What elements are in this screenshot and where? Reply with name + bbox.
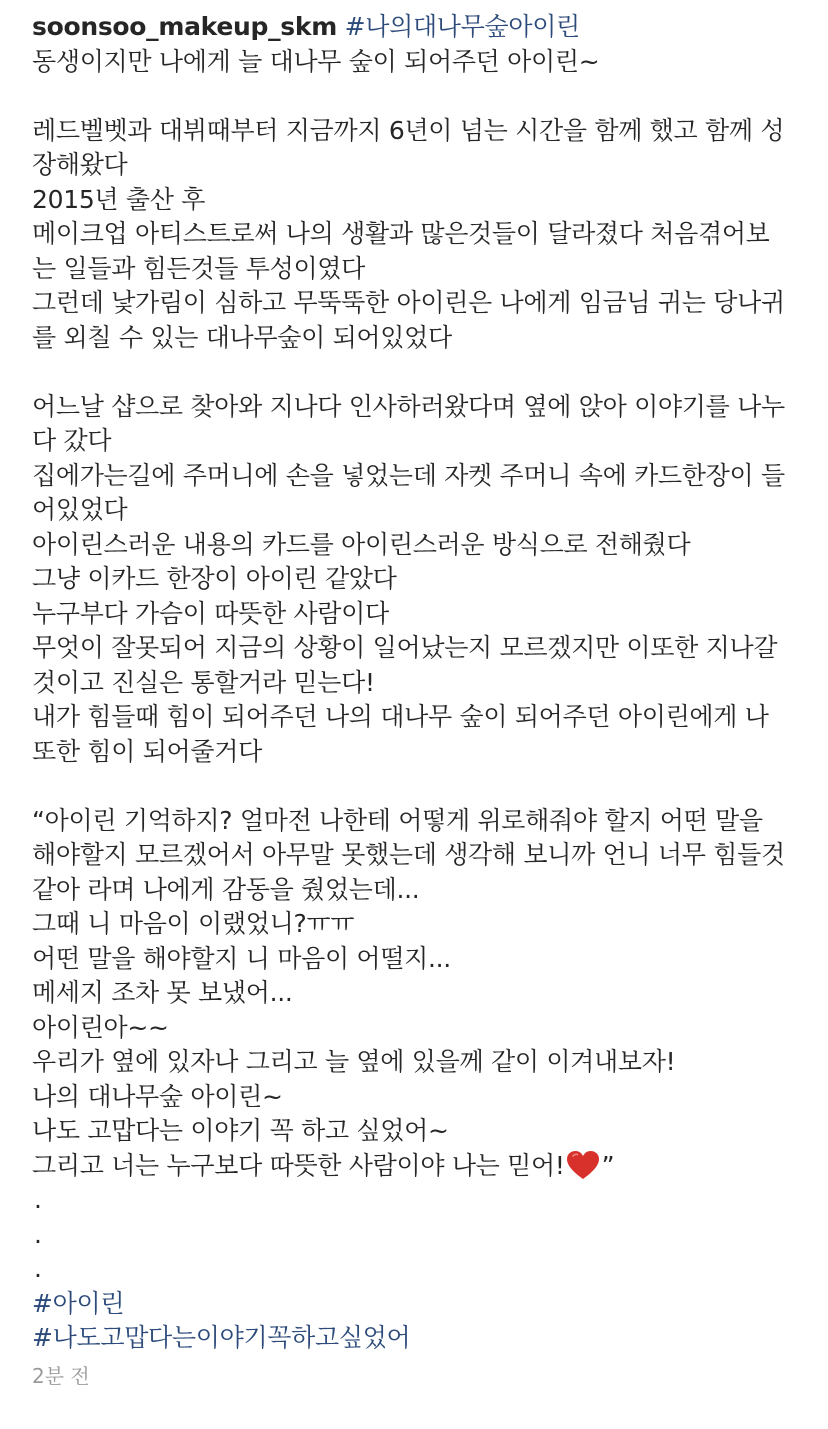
caption-line: 집에가는길에 주머니에 손을 넣었는데 자켓 주머니 속에 카드한장이 들 [32,460,785,490]
header-hashtag-link[interactable]: #나의대나무숲아이린 [344,12,580,41]
caption-paragraph-1 [32,45,802,80]
caption-line: “아이린 기억하지? 얼마전 나한테 어떻게 위로해줘야 할지 어떤 말을 [32,805,763,835]
caption-line: 누구부다 가슴이 따뜻한 사람이다 [32,598,389,628]
caption-line: 우리가 옆에 있자나 그리고 늘 옆에 있을께 같이 이겨내보자! [32,1047,676,1076]
caption-paragraph-3 [32,390,802,770]
hashtag-line [32,1321,802,1356]
caption-line: 아이린아~~ [32,1012,169,1042]
caption-line: 해야할지 모르겠어서 아무말 못했는데 생각해 보니까 언니 너무 힘들것 [32,840,785,869]
caption-line: 어느날 샵으로 찾아와 지나다 인사하러왔다며 옆에 앉아 이야기를 나누 [32,391,785,421]
caption-line: 또한 힘이 되어줄거다 [32,736,262,766]
dot-separator: . [34,1254,42,1283]
caption-line: 메세지 조차 못 보냈어... [32,978,293,1007]
caption-line: 어떤 말을 해야할지 니 마음이 어떨지... [32,943,451,973]
paragraph-gap [32,355,802,390]
caption-last-quote-text: 그리고 너는 누구보다 따뜻한 사람이야 나는 믿어! [32,1150,565,1180]
caption-line: 를 외칠 수 있는 대나무숲이 되어있었다 [32,322,452,352]
caption-line: 무엇이 잘못되어 지금의 상황이 일어났는지 모르겠지만 이또한 지나갈 [32,633,778,662]
caption-line: 그때 니 마음이 이랬었니?ㅠㅠ [32,909,355,938]
hashtag-link[interactable]: #아이린 [32,1288,125,1318]
caption-line: 그런데 낯가림이 심하고 무뚝뚝한 아이린은 나에게 임금님 귀는 당나귀 [32,288,785,317]
closing-quote-mark: ” [601,1150,615,1180]
caption-line: 나도 고맙다는 이야기 꼭 하고 싶었어~ [32,1116,449,1145]
post-caption [32,10,802,1356]
caption-line: 것이고 진실은 통할거라 믿는다! [32,667,375,697]
caption-line: 다 갔다 [32,426,112,455]
dot-separator: . [34,1219,42,1249]
hashtag-line [32,1287,802,1322]
caption-line: 레드벨벳과 대뷔때부터 지금까지 6년이 넘는 시간을 함께 했고 함께 성 [32,115,785,145]
caption-line: 2015년 출산 후 [32,184,206,214]
post-timestamp: 2분 전 [32,1364,90,1388]
hashtag-link[interactable]: #나도고맙다는이야기꼭하고싶었어 [32,1323,411,1352]
caption-paragraph-4 [32,804,802,1149]
dot-separator: . [34,1185,42,1214]
caption-line: 같아 라며 나에게 감동을 줬었는데... [32,874,420,904]
paragraph-gap [32,769,802,804]
caption-line: 메이크업 아티스트로써 나의 생활과 많은것들이 달라졌다 처음겪어보 [32,219,770,248]
username-link[interactable]: soonsoo_makeup_skm [32,12,337,41]
caption-line: 장해왔다 [32,150,128,179]
red-heart-icon [566,1150,600,1180]
caption-line: 내가 힘들때 힘이 되어주던 나의 대나무 숲이 되어주던 아이린에게 나 [32,702,769,731]
caption-paragraph-2 [32,114,802,356]
caption-line: 는 일들과 힘든것들 투성이였다 [32,253,365,283]
paragraph-gap [32,79,802,114]
caption-line: 동생이지만 나에게 늘 대나무 숲이 되어주던 아이린~ [32,46,600,76]
caption-header-line [32,10,802,45]
caption-line: 그냥 이카드 한장이 아이린 같았다 [32,564,397,593]
caption-last-quote-line [32,1149,802,1184]
caption-line: 어있었다 [32,495,128,524]
caption-line: 아이린스러운 내용의 카드를 아이린스러운 방식으로 전해줬다 [32,529,691,559]
hashtag-list [32,1287,802,1356]
caption-line: 나의 대나무숲 아이린~ [32,1081,283,1111]
dot-separators [32,1183,802,1287]
